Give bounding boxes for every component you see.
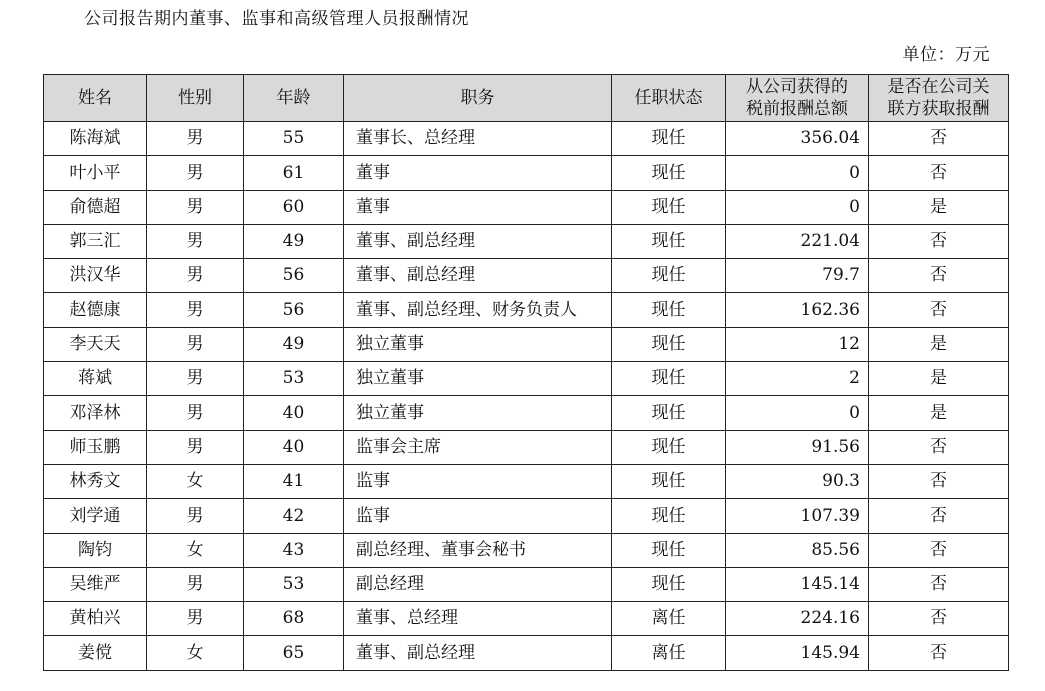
cell-related: 否	[869, 533, 1009, 567]
cell-age: 53	[244, 362, 344, 396]
cell-gender: 男	[147, 190, 244, 224]
cell-status: 现任	[612, 362, 726, 396]
cell-name: 蒋斌	[44, 362, 147, 396]
cell-related: 否	[869, 464, 1009, 498]
cell-related: 否	[869, 567, 1009, 601]
cell-position: 独立董事	[344, 327, 612, 361]
cell-age: 41	[244, 464, 344, 498]
cell-gender: 女	[147, 636, 244, 670]
cell-pay: 12	[726, 327, 869, 361]
cell-age: 68	[244, 602, 344, 636]
cell-related: 否	[869, 636, 1009, 670]
table-row	[44, 533, 1009, 567]
table-row	[44, 259, 1009, 293]
cell-position: 董事	[344, 190, 612, 224]
cell-related: 是	[869, 362, 1009, 396]
cell-age: 53	[244, 567, 344, 601]
table-row	[44, 396, 1009, 430]
cell-position: 董事、副总经理	[344, 259, 612, 293]
cell-related: 否	[869, 122, 1009, 156]
cell-age: 56	[244, 259, 344, 293]
cell-related: 否	[869, 602, 1009, 636]
cell-position: 监事	[344, 499, 612, 533]
cell-status: 现任	[612, 259, 726, 293]
cell-position: 董事、副总经理	[344, 636, 612, 670]
cell-status: 现任	[612, 567, 726, 601]
cell-position: 董事、副总经理、财务负责人	[344, 293, 612, 327]
cell-related: 否	[869, 293, 1009, 327]
cell-pay: 145.94	[726, 636, 869, 670]
table-row	[44, 362, 1009, 396]
cell-age: 40	[244, 430, 344, 464]
table-row	[44, 464, 1009, 498]
cell-name: 林秀文	[44, 464, 147, 498]
cell-age: 56	[244, 293, 344, 327]
table-row	[44, 636, 1009, 670]
cell-related: 否	[869, 430, 1009, 464]
cell-name: 姜傥	[44, 636, 147, 670]
cell-name: 叶小平	[44, 156, 147, 190]
cell-pay: 90.3	[726, 464, 869, 498]
table-row	[44, 602, 1009, 636]
header-row	[44, 75, 1009, 122]
cell-related: 是	[869, 190, 1009, 224]
cell-gender: 男	[147, 293, 244, 327]
cell-name: 吴维严	[44, 567, 147, 601]
cell-gender: 男	[147, 602, 244, 636]
cell-pay: 85.56	[726, 533, 869, 567]
header-pay-line2: 税前报酬总额	[746, 99, 848, 119]
cell-position: 独立董事	[344, 362, 612, 396]
document-title: 公司报告期内董事、监事和高级管理人员报酬情况	[84, 9, 469, 29]
cell-pay: 0	[726, 156, 869, 190]
cell-pay: 356.04	[726, 122, 869, 156]
header-pay-line1: 从公司获得的	[746, 77, 848, 97]
cell-pay: 91.56	[726, 430, 869, 464]
cell-gender: 男	[147, 259, 244, 293]
cell-status: 离任	[612, 602, 726, 636]
cell-related: 否	[869, 499, 1009, 533]
table-row	[44, 190, 1009, 224]
cell-age: 60	[244, 190, 344, 224]
cell-status: 现任	[612, 122, 726, 156]
table-row	[44, 499, 1009, 533]
cell-related: 否	[869, 156, 1009, 190]
header-related	[869, 75, 1009, 122]
cell-pay: 0	[726, 190, 869, 224]
cell-age: 61	[244, 156, 344, 190]
cell-position: 独立董事	[344, 396, 612, 430]
cell-gender: 男	[147, 396, 244, 430]
cell-position: 副总经理、董事会秘书	[344, 533, 612, 567]
cell-name: 李天天	[44, 327, 147, 361]
cell-status: 现任	[612, 293, 726, 327]
cell-gender: 女	[147, 533, 244, 567]
cell-gender: 男	[147, 327, 244, 361]
cell-name: 俞德超	[44, 190, 147, 224]
cell-age: 43	[244, 533, 344, 567]
header-age: 年龄	[244, 75, 344, 122]
cell-pay: 162.36	[726, 293, 869, 327]
cell-position: 副总经理	[344, 567, 612, 601]
unit-label: 单位：万元	[902, 45, 990, 65]
cell-name: 洪汉华	[44, 259, 147, 293]
cell-pay: 145.14	[726, 567, 869, 601]
cell-age: 40	[244, 396, 344, 430]
cell-pay: 107.39	[726, 499, 869, 533]
header-pay	[726, 75, 869, 122]
table-row	[44, 430, 1009, 464]
cell-gender: 男	[147, 224, 244, 258]
cell-name: 陈海斌	[44, 122, 147, 156]
cell-age: 55	[244, 122, 344, 156]
table-body	[44, 122, 1009, 671]
cell-status: 现任	[612, 224, 726, 258]
cell-status: 现任	[612, 533, 726, 567]
cell-position: 监事	[344, 464, 612, 498]
header-status: 任职状态	[612, 75, 726, 122]
cell-status: 现任	[612, 430, 726, 464]
cell-status: 现任	[612, 156, 726, 190]
header-name: 姓名	[44, 75, 147, 122]
header-gender: 性别	[147, 75, 244, 122]
cell-age: 49	[244, 224, 344, 258]
table-row	[44, 567, 1009, 601]
table-row	[44, 156, 1009, 190]
cell-position: 监事会主席	[344, 430, 612, 464]
cell-position: 董事长、总经理	[344, 122, 612, 156]
cell-status: 现任	[612, 499, 726, 533]
cell-name: 郭三汇	[44, 224, 147, 258]
cell-status: 现任	[612, 396, 726, 430]
cell-pay: 224.16	[726, 602, 869, 636]
cell-name: 师玉鹏	[44, 430, 147, 464]
cell-pay: 79.7	[726, 259, 869, 293]
cell-gender: 男	[147, 362, 244, 396]
cell-status: 现任	[612, 190, 726, 224]
cell-status: 现任	[612, 327, 726, 361]
header-position: 职务	[344, 75, 612, 122]
cell-age: 65	[244, 636, 344, 670]
cell-gender: 男	[147, 567, 244, 601]
table-row	[44, 122, 1009, 156]
cell-pay: 221.04	[726, 224, 869, 258]
cell-position: 董事、副总经理	[344, 224, 612, 258]
cell-name: 邓泽林	[44, 396, 147, 430]
cell-pay: 2	[726, 362, 869, 396]
cell-age: 49	[244, 327, 344, 361]
header-related-line2: 联方获取报酬	[887, 99, 990, 119]
header-related-line1: 是否在公司关	[887, 77, 990, 97]
cell-name: 黄柏兴	[44, 602, 147, 636]
cell-position: 董事	[344, 156, 612, 190]
cell-gender: 男	[147, 499, 244, 533]
cell-name: 刘学通	[44, 499, 147, 533]
cell-related: 否	[869, 259, 1009, 293]
cell-gender: 男	[147, 122, 244, 156]
cell-age: 42	[244, 499, 344, 533]
cell-name: 陶钧	[44, 533, 147, 567]
cell-pay: 0	[726, 396, 869, 430]
table-row	[44, 224, 1009, 258]
cell-related: 是	[869, 327, 1009, 361]
cell-status: 离任	[612, 636, 726, 670]
cell-related: 是	[869, 396, 1009, 430]
cell-status: 现任	[612, 464, 726, 498]
table-row	[44, 293, 1009, 327]
cell-gender: 女	[147, 464, 244, 498]
cell-position: 董事、总经理	[344, 602, 612, 636]
compensation-table	[43, 74, 1009, 671]
cell-gender: 男	[147, 156, 244, 190]
cell-gender: 男	[147, 430, 244, 464]
cell-related: 否	[869, 224, 1009, 258]
cell-name: 赵德康	[44, 293, 147, 327]
table-row	[44, 327, 1009, 361]
